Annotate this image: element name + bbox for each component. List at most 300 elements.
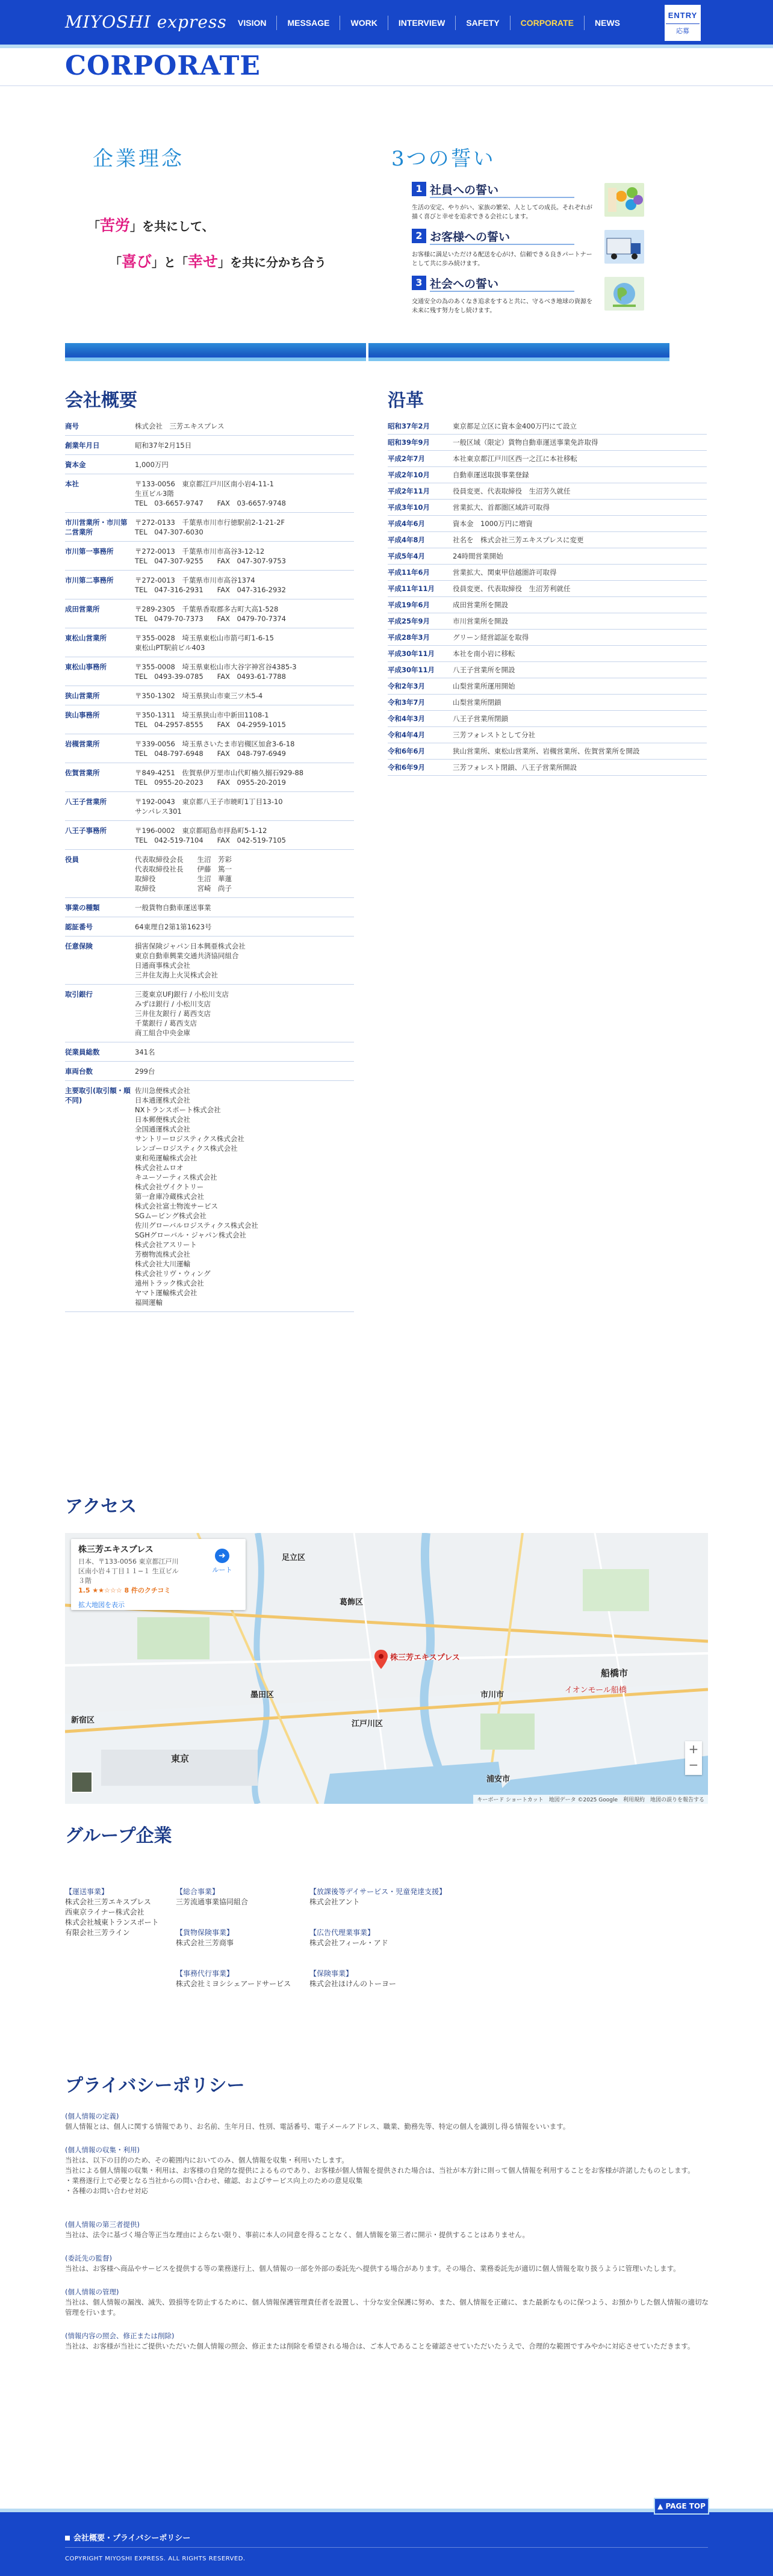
history-date: 平成30年11月 <box>388 666 435 674</box>
philosophy-text: 」を共にして、 <box>130 219 214 234</box>
overview-value <box>135 518 352 537</box>
privacy-section <box>65 2253 709 2274</box>
group-company: 株式会社三芳エキスプレス <box>65 1898 151 1906</box>
overview-value <box>135 1067 352 1076</box>
overview-label: 狭山事務所 <box>65 711 100 719</box>
history-title: 沿革 <box>388 390 424 411</box>
overview-value-line: 〒196-0002 東京都昭島市拝島町5-1-12 <box>135 826 267 835</box>
overview-label: 東松山事務所 <box>65 663 107 671</box>
privacy-section-heading: (委託先の監督) <box>65 2254 112 2262</box>
overview-divider <box>65 897 354 898</box>
pledge-title: お客様への誓い <box>430 230 511 244</box>
globe-icon <box>604 277 644 311</box>
overview-value-line: 代表取締役社長 伊藤 篤一 <box>135 865 232 873</box>
overview-value-line: TEL 048-797-6948 FAX 048-797-6949 <box>135 749 286 758</box>
overview-value-line: 生亘ビル3階 <box>135 489 174 498</box>
overview-value-line: TEL 042-519-7104 FAX 042-519-7105 <box>135 836 286 844</box>
history-event: 山梨営業所運用開始 <box>453 682 515 690</box>
overview-value-line: 商工組合中央金庫 <box>135 1029 190 1037</box>
history-date: 平成28年3月 <box>388 633 430 642</box>
directions-label: ルート <box>212 1566 232 1574</box>
group-block <box>176 1887 248 1907</box>
pledge-title: 社員への誓い <box>430 183 499 197</box>
history-event: 本社を南小岩に移転 <box>453 649 515 658</box>
overview-divider <box>65 541 354 542</box>
overview-value-line: サントリーロジスティクス株式会社 <box>135 1135 244 1143</box>
overview-divider <box>65 512 354 513</box>
pledge-number: 1 <box>412 182 426 196</box>
privacy-section-heading: (個人情報の管理) <box>65 2288 119 2296</box>
map-card-address: 日本、〒133-0056 東京都江戸川区南小岩４丁目１１−１ 生亘ビル３階 <box>78 1558 179 1585</box>
history-date: 平成30年11月 <box>388 649 435 658</box>
overview-label: 主要取引(取引額・順不同) <box>65 1086 131 1104</box>
overview-value-line: 佐川急便株式会社 <box>135 1086 190 1095</box>
footer-link-label: 会社概要・プライバシーポリシー <box>73 2534 191 2543</box>
overview-value <box>135 604 352 624</box>
map-card-title: 株三芳エキスプレス <box>78 1545 154 1555</box>
group-company: 西東京ライナー株式会社 <box>65 1908 144 1916</box>
entry-label: ENTRY <box>668 11 698 20</box>
map-label: 墨田区 <box>250 1691 275 1700</box>
overview-value-line: TEL 0955-20-2023 FAX 0955-20-2019 <box>135 778 286 787</box>
overview-value-line: TEL 047-307-6030 <box>135 528 203 536</box>
overview-value-line: 株式会社 三芳エキスプレス <box>135 422 225 430</box>
directions-icon: ➜ <box>215 1549 229 1563</box>
group-block <box>309 1928 388 1948</box>
history-event: 役員変更、代表取締役 生沼芳利就任 <box>453 584 571 593</box>
overview-label: 任意保険 <box>65 942 93 950</box>
privacy-section <box>65 2111 709 2132</box>
philosophy-line-1 <box>88 214 214 235</box>
map-label: 葛飾区 <box>340 1598 364 1607</box>
overview-label: 本社 <box>65 480 79 488</box>
overview-value-line: 341名 <box>135 1048 155 1056</box>
entry-sub-label: 応募 <box>666 23 700 36</box>
history-event: 一般区域（限定）貨物自動車運送事業免許取得 <box>453 438 598 447</box>
pledge-employees <box>412 181 644 221</box>
overview-value <box>135 1047 352 1057</box>
history-event: 資本金 1000万円に増資 <box>453 519 533 528</box>
overview-value <box>135 546 352 566</box>
overview-label: 市川営業所・市川第二営業所 <box>65 518 128 536</box>
overview-label: 岩槻営業所 <box>65 740 100 748</box>
overview-value-line: 299台 <box>135 1067 155 1076</box>
access-title: アクセス <box>65 1496 137 1517</box>
history-divider <box>388 515 707 516</box>
history-date: 平成3年10月 <box>388 503 430 512</box>
overview-value-line: 日本郵便株式会社 <box>135 1115 190 1124</box>
overview-value-line: SGHグローバル・ジャパン株式会社 <box>135 1231 247 1239</box>
overview-value-line: 佐川グローバルロジスティクス株式会社 <box>135 1221 258 1230</box>
overview-label: 役員 <box>65 855 79 864</box>
overview-label: 車両台数 <box>65 1067 93 1076</box>
group-company: 三芳流通事業協同組合 <box>176 1898 249 1906</box>
zoom-control[interactable] <box>685 1741 702 1775</box>
overview-value-line: 代表取締役会長 生沼 芳彩 <box>135 855 232 864</box>
enlarge-map-link[interactable]: 拡大地図を表示 <box>78 1601 125 1609</box>
overview-label: 従業員総数 <box>65 1048 100 1056</box>
history-divider <box>388 645 707 646</box>
history-date: 令和4年4月 <box>388 731 426 739</box>
group-block <box>309 1887 446 1907</box>
overview-divider <box>65 984 354 985</box>
overview-value-line: 東和苑運輸株式会社 <box>135 1154 197 1162</box>
group-company: 株式会社ミヨシシェアードサービス <box>176 1980 291 1988</box>
philosophy-text: 「 <box>88 219 100 234</box>
overview-value-line: 〒272-0013 千葉県市川市高谷3-12-12 <box>135 547 265 556</box>
overview-divider <box>65 849 354 850</box>
overview-value-line: 1,000万円 <box>135 460 169 469</box>
pledge-underline <box>430 291 574 292</box>
philosophy-title: 企業理念 <box>93 147 184 171</box>
nav-link-vision[interactable]: VISION <box>238 18 267 28</box>
overview-value-line: キユーソーティス株式会社 <box>135 1173 217 1181</box>
page-top-button[interactable]: ▲ PAGE TOP <box>654 2498 709 2515</box>
overview-value-line: 64東理自2第1第1623号 <box>135 923 212 931</box>
overview-label: 商号 <box>65 422 79 430</box>
overview-value <box>135 768 352 787</box>
history-divider <box>388 564 707 565</box>
overview-value-line: 芳樹物流株式会社 <box>135 1250 190 1259</box>
history-date: 平成11年11月 <box>388 584 435 593</box>
history-date: 令和3年7月 <box>388 698 426 707</box>
map-label: 市川市 <box>480 1691 504 1700</box>
truck-icon <box>604 230 644 264</box>
pledge-number: 3 <box>412 276 426 290</box>
overview-value-line: 取締役 宮崎 尚子 <box>135 884 232 893</box>
history-event: 三芳フォレストとして分社 <box>453 731 536 739</box>
overview-value-line: TEL 047-307-9255 FAX 047-307-9753 <box>135 557 286 565</box>
overview-value-line: 株式会社大川運輸 <box>135 1260 190 1268</box>
group-category: 【事務代行事業】 <box>176 1969 234 1978</box>
history-divider <box>388 466 707 467</box>
overview-label: 取引銀行 <box>65 990 93 999</box>
overview-value <box>135 797 352 816</box>
overview-label: 狭山営業所 <box>65 692 100 700</box>
privacy-text: 当社は、法令に基づく場合等正当な理由によらない限り、事前に本人の同意を得ることなく、個人情報を第三者に開示・提供することはありません。 <box>65 2231 529 2239</box>
overview-value-line: 第一倉庫冷蔵株式会社 <box>135 1192 204 1201</box>
privacy-section-heading: (個人情報の定義) <box>65 2112 119 2120</box>
history-date: 平成2年10月 <box>388 471 430 479</box>
zoom-out-icon[interactable]: − <box>688 1757 699 1772</box>
pledge-description: 生活の安定、やりがい、家族の繁栄、人としての成長。それぞれが描く喜びと幸せを追求できる会社にします。 <box>412 205 592 220</box>
history-date: 平成5年4月 <box>388 552 426 560</box>
group-category: 【総合事業】 <box>176 1887 220 1896</box>
privacy-title: プライバシーポリシー <box>65 2075 245 2096</box>
privacy-text: 当社は、個人情報の漏洩、滅失、毀損等を防止するために、個人情報保護管理責任者を設置し、十分な安全保護に努め、また、個人情報を正確に、また最新なものに保つよう、お預かりした個人情報の適切な管理を行います。 <box>65 2298 709 2317</box>
pledge-society <box>412 274 644 315</box>
section-banner-right <box>368 343 669 361</box>
group-company: 有限会社三芳ライン <box>65 1928 130 1937</box>
map-label: 江戸川区 <box>352 1720 383 1729</box>
zoom-in-icon[interactable]: + <box>688 1742 699 1756</box>
overview-value-line: 日本通運株式会社 <box>135 1096 190 1104</box>
overview-value <box>135 710 352 729</box>
history-event: 本社東京都江戸川区西一之江に本社移転 <box>453 454 577 463</box>
history-event: 営業拡大、関東甲信越圏許可取得 <box>453 568 557 577</box>
history-event: 自動車運送取扱事業登録 <box>453 471 529 479</box>
overview-value-line: 東松山PT駅前ビル403 <box>135 643 205 652</box>
overview-value-line: 千葉銀行 / 葛西支店 <box>135 1019 197 1027</box>
history-divider <box>388 499 707 500</box>
pledge-underline <box>430 197 574 198</box>
overview-label: 市川第一事務所 <box>65 547 114 556</box>
header-stripe <box>0 45 773 48</box>
overview-value <box>135 575 352 595</box>
pledge-description: お客様に満足いただける配送を心がけ、信頼できる良きパートナーとして共に歩み続けます。 <box>412 252 592 267</box>
history-divider <box>388 450 707 451</box>
history-event: 三芳フォレスト閉鎖、八王子営業所開設 <box>453 763 577 772</box>
entry-button[interactable] <box>665 5 701 41</box>
history-event: 狭山営業所、東松山営業所、岩槻営業所、佐賀営業所を開設 <box>453 747 640 755</box>
overview-divider <box>65 1311 354 1312</box>
overview-value-line: TEL 04-2957-8555 FAX 04-2959-1015 <box>135 720 286 729</box>
footer-link-corporate[interactable] <box>65 2531 190 2543</box>
history-date: 平成2年7月 <box>388 454 426 463</box>
history-event: 社名を 株式会社三芳エキスプレスに変更 <box>453 536 584 544</box>
pledge-underline <box>430 244 574 245</box>
history-divider <box>388 661 707 662</box>
overview-value <box>135 826 352 845</box>
philosophy-text: 「 <box>110 255 122 270</box>
privacy-section-heading: (情報内容の照会、修正または削除) <box>65 2332 175 2340</box>
history-date: 令和6年9月 <box>388 763 426 772</box>
group-block <box>176 1928 234 1948</box>
overview-divider <box>65 1061 354 1062</box>
history-event: 成田営業所を開設 <box>453 601 508 609</box>
overview-value-line: TEL 0493-39-0785 FAX 0493-61-7788 <box>135 672 286 681</box>
privacy-section <box>65 2220 709 2240</box>
privacy-text: ・各種のお問い合わせ対応 <box>65 2187 148 2195</box>
group-category: 【運送事業】 <box>65 1887 109 1896</box>
group-category: 【保険事業】 <box>309 1969 353 1978</box>
history-date: 令和6年6月 <box>388 747 426 755</box>
group-company: 株式会社三芳商事 <box>176 1939 234 1947</box>
overview-value-line: 株式会社アスリート <box>135 1240 197 1249</box>
overview-value-line: 〒272-0133 千葉県市川市行徳駅前2-1-21-2F <box>135 518 285 527</box>
overview-value-line: 〒355-0008 埼玉県東松山市大谷字神宮谷4385-3 <box>135 663 297 671</box>
map-attribution[interactable]: キーボード ショートカット 地図データ ©2025 Google 利用規約 地図の誤りを報告する <box>473 1795 708 1804</box>
group-company: 株式会社ほけんのトーヨー <box>309 1980 397 1988</box>
overview-value <box>135 460 352 469</box>
overview-value <box>135 421 352 431</box>
philosophy-line-2 <box>110 250 326 271</box>
overview-value <box>135 441 352 450</box>
overview-divider <box>65 454 354 455</box>
overview-label: 八王子営業所 <box>65 797 107 806</box>
overview-label: 佐賀営業所 <box>65 769 100 777</box>
overview-value-line: 〒339-0056 埼玉県さいたま市岩槻区加倉3-6-18 <box>135 740 295 748</box>
directions-button[interactable] <box>207 1549 237 1575</box>
overview-label: 市川第二事務所 <box>65 576 114 584</box>
privacy-text: 当社は、お客様が当社にご提供いただいた個人情報の照会、修正または削除を希望される場合は、ご本人であることを確認させていただいたうえで、合理的な範囲ですみやかに対応させていただきます。 <box>65 2342 695 2350</box>
overview-value-line: 東京自動車興業交通共済協同組合 <box>135 952 239 960</box>
history-date: 平成19年6月 <box>388 601 430 609</box>
overview-label: 成田営業所 <box>65 605 100 613</box>
privacy-section <box>65 2331 709 2352</box>
overview-value-line: TEL 03-6657-9747 FAX 03-6657-9748 <box>135 499 286 507</box>
overview-value-line: 〒350-1302 埼玉県狭山市東三ツ木5-4 <box>135 692 263 700</box>
overview-value-line: 株式会社ムロオ <box>135 1163 184 1172</box>
history-date: 令和2年3月 <box>388 682 426 690</box>
group-block <box>309 1969 396 1989</box>
history-date: 平成2年11月 <box>388 487 430 495</box>
privacy-text: ・業務遂行上で必要となる当社からの問い合わせ、確認、およびサービス向上のための意見収集 <box>65 2176 363 2185</box>
overview-value <box>135 1086 352 1307</box>
nav-link-message[interactable]: MESSAGE <box>276 16 340 30</box>
group-company: 株式会社城東トランスポート <box>65 1918 159 1927</box>
privacy-text: 当社は、お客様へ商品やサービスを提供する等の業務遂行上、個人情報の一部を外部の委託先へ提供する場合があります。その場合、業務委託先が適切に個人情報を取り扱うように管理いたします。 <box>65 2264 680 2273</box>
overview-value <box>135 479 352 508</box>
nav-link-work[interactable]: WORK <box>340 16 387 30</box>
overview-value <box>135 633 352 652</box>
overview-label: 資本金 <box>65 460 86 469</box>
section-banner-left <box>65 343 366 361</box>
overview-label: 事業の種類 <box>65 903 100 912</box>
privacy-text: 個人情報とは、個人に関する情報であり、お名前、生年月日、性別、電話番号、電子メールアドレス、職業、勤務先等、特定の個人を識別し得る情報をいいます。 <box>65 2122 570 2131</box>
history-divider <box>388 434 707 435</box>
map-card-rating: 1.5 ★★☆☆☆ 8 件のクチコミ <box>78 1587 171 1594</box>
overview-value <box>135 739 352 758</box>
map-pin-icon[interactable] <box>374 1650 388 1669</box>
overview-value-line: 三菱東京UFJ銀行 / 小松川支店 <box>135 990 229 999</box>
overview-value-line: 全国通運株式会社 <box>135 1125 190 1133</box>
history-date: 平成4年6月 <box>388 519 426 528</box>
group-company: 株式会社フィール・アド <box>309 1939 388 1947</box>
overview-value-line: SGムービング株式会社 <box>135 1212 206 1220</box>
map-label: 船橋市 <box>601 1668 629 1679</box>
philosophy-text: 」と「 <box>152 255 188 270</box>
employees-icon <box>604 183 644 217</box>
group-title: グループ企業 <box>65 1825 172 1847</box>
overview-value-line: 〒272-0013 千葉県市川市高谷1374 <box>135 576 255 584</box>
overview-label: 八王子事務所 <box>65 826 107 835</box>
overview-value-line: 〒192-0043 東京都八王子市暁町1丁目13-10 <box>135 797 283 806</box>
map-label: イオンモール船橋 <box>565 1686 627 1695</box>
history-event: 市川営業所を開設 <box>453 617 508 625</box>
history-divider <box>388 580 707 581</box>
group-block <box>176 1969 291 1989</box>
map-label: 東京 <box>171 1753 190 1764</box>
nav-link-news[interactable]: NEWS <box>584 16 630 30</box>
overview-value-line: 昭和37年2月15日 <box>135 441 192 450</box>
history-date: 平成4年8月 <box>388 536 426 544</box>
history-date: 昭和39年9月 <box>388 438 430 447</box>
overview-label: 創業年月日 <box>65 441 100 450</box>
overview-divider <box>65 820 354 821</box>
title-divider <box>0 85 773 86</box>
overview-value-line: 株式会社リヴ・ウィング <box>135 1269 211 1278</box>
overview-value-line: 〒849-4251 佐賀県伊万里市山代町楠久搦石929-88 <box>135 769 304 777</box>
history-event: 八王子営業所を開設 <box>453 666 515 674</box>
privacy-section-heading: (個人情報の第三者提供) <box>65 2220 140 2229</box>
overview-value-line: 株式会社ヴイクトリー <box>135 1183 204 1191</box>
overview-value-line: サンパレス301 <box>135 807 182 816</box>
history-event: 24時間営業開始 <box>453 552 503 560</box>
overview-value-line: TEL 0479-70-7373 FAX 0479-70-7374 <box>135 615 286 623</box>
site-header <box>0 0 773 45</box>
overview-divider <box>65 570 354 571</box>
privacy-section-heading: (個人情報の収集・利用) <box>65 2146 140 2154</box>
pledge-number: 2 <box>412 229 426 243</box>
privacy-text: 当社は、以下の目的のため、その範囲内においてのみ、個人情報を収集・利用いたします。 <box>65 2156 349 2164</box>
group-block <box>65 1887 159 1938</box>
history-event: 営業拡大、首都圏区域許可取得 <box>453 503 550 512</box>
history-date: 令和4年3月 <box>388 714 426 723</box>
group-company: 株式会社アント <box>309 1898 360 1906</box>
overview-value-line: TEL 047-316-2931 FAX 047-316-2932 <box>135 586 286 594</box>
map-label: 足立区 <box>282 1553 306 1562</box>
overview-value-line: 一般貨物自動車運送事業 <box>135 903 211 912</box>
overview-value-line: 取締役 生沼 華蓮 <box>135 875 232 883</box>
access-map[interactable] <box>65 1533 708 1804</box>
philosophy-keyword: 喜び <box>122 253 152 270</box>
overview-divider <box>65 936 354 937</box>
overview-value <box>135 855 352 893</box>
history-divider <box>388 596 707 597</box>
philosophy-keyword: 苦労 <box>100 217 131 234</box>
privacy-text: 当社による個人情報の収集・利用は、お客様の自発的な提供によるものであり、お客様が個人情報を提供された場合は、当社が本方針に則って個人情報を利用することをお客様が許諾したものとします。 <box>65 2166 695 2175</box>
overview-label: 認証番号 <box>65 923 93 931</box>
philosophy-text: 」を共に分かち合う <box>218 255 327 270</box>
history-date: 平成25年9月 <box>388 617 430 625</box>
overview-value-line: NXトランスポート株式会社 <box>135 1106 221 1114</box>
overview-value <box>135 989 352 1038</box>
overview-value-line: レンゴーロジスティクス株式会社 <box>135 1144 238 1153</box>
history-event: 役員変更、代表取締役 生沼芳久就任 <box>453 487 571 495</box>
overview-label: 東松山営業所 <box>65 634 107 642</box>
overview-divider <box>65 791 354 792</box>
history-divider <box>388 531 707 532</box>
overview-value-line: 三井住友銀行 / 葛西支店 <box>135 1009 211 1018</box>
satellite-toggle[interactable] <box>71 1771 93 1793</box>
overview-value <box>135 662 352 681</box>
overview-value-line: 損害保険ジャパン日本興亜株式会社 <box>135 942 246 950</box>
overview-value-line: 三井住友海上火災株式会社 <box>135 971 218 979</box>
map-info-card <box>71 1539 246 1610</box>
site-logo[interactable]: MIYOSHI express <box>65 12 227 32</box>
overview-value-line: 福岡運輸 <box>135 1298 163 1307</box>
overview-value-line: 〒350-1311 埼玉県狭山市中新田1108-1 <box>135 711 269 719</box>
overview-divider <box>65 1080 354 1081</box>
overview-value <box>135 903 352 912</box>
history-date: 昭和37年2月 <box>388 422 430 430</box>
history-event: 東京都足立区に資本金400万円にて設立 <box>453 422 577 430</box>
group-category: 【貨物保険事業】 <box>176 1928 234 1937</box>
overview-value-line: 〒133-0056 東京都江戸川区南小岩4-11-1 <box>135 480 274 488</box>
pledge-title: 社会への誓い <box>430 277 499 291</box>
nav-link-interview[interactable]: INTERVIEW <box>388 16 456 30</box>
history-date: 平成11年6月 <box>388 568 430 577</box>
nav-link-safety[interactable]: SAFETY <box>455 16 509 30</box>
history-divider <box>388 710 707 711</box>
map-label: 浦安市 <box>486 1775 511 1784</box>
group-category: 【広告代理業事業】 <box>309 1928 375 1937</box>
history-event: 山梨営業所閉鎖 <box>453 698 501 707</box>
overview-value-line: 遠州トラック株式会社 <box>135 1279 204 1287</box>
history-divider <box>388 759 707 760</box>
overview-value <box>135 922 352 932</box>
history-event: 八王子営業所閉鎖 <box>453 714 508 723</box>
pledges-title: 3つの誓い <box>391 147 495 171</box>
nav-link-corporate[interactable]: CORPORATE <box>510 16 584 30</box>
overview-value-line: 〒355-0028 埼玉県東松山市箭弓町1-6-15 <box>135 634 274 642</box>
map-label: 新宿区 <box>71 1716 95 1725</box>
privacy-section <box>65 2145 709 2196</box>
overview-value-line: ヤマト運輸株式会社 <box>135 1289 197 1297</box>
history-event: グリーン経営認証を取得 <box>453 633 529 642</box>
history-divider <box>388 629 707 630</box>
